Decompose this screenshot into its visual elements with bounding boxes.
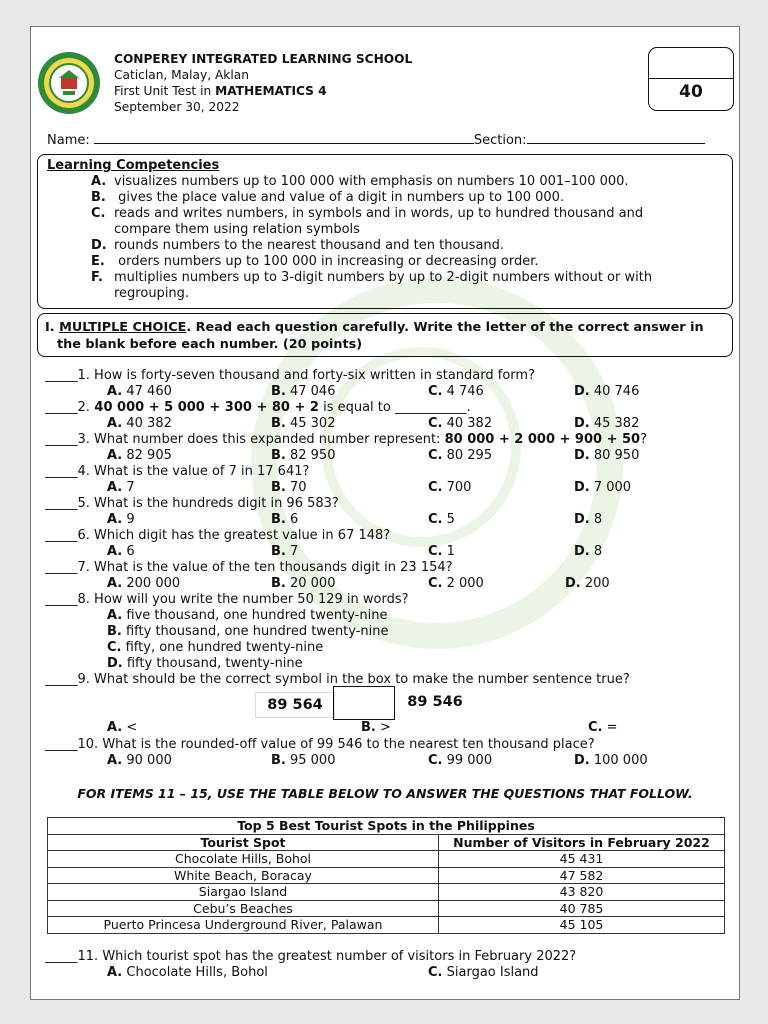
competency-text: visualizes numbers up to 100 000 with emphasis on numbers 10 001–100 000. — [114, 174, 629, 189]
competency-item — [91, 270, 711, 286]
option-a: A. 47 460 — [107, 384, 172, 399]
table-row — [48, 900, 725, 917]
question-1 — [45, 368, 535, 383]
question-text: is equal to ___________. — [318, 400, 471, 415]
competency-continuation: regrouping. — [114, 286, 190, 301]
answer-blank[interactable]: _____ — [45, 496, 78, 511]
answer-blank[interactable]: _____ — [45, 949, 78, 964]
school-address: Caticlan, Malay, Aklan — [114, 68, 249, 82]
competency-item — [91, 174, 711, 190]
answer-blank[interactable]: _____ — [45, 464, 78, 479]
question-number: 4. — [77, 464, 90, 479]
option-b: B. 70 — [271, 480, 307, 495]
competencies-title: Learning Competencies — [47, 158, 220, 173]
tourist-spot-cell: Cebu’s Beaches — [48, 900, 439, 917]
option-a: A. 200 000 — [107, 576, 181, 591]
mc-instruction: I. MULTIPLE CHOICE. Read each question carefully. Write the letter of the correct answer in the blank before each number. (20 points) — [45, 320, 704, 352]
score-divider — [649, 78, 733, 79]
option-d: D. 40 746 — [574, 384, 640, 399]
question-text: What is the value of the ten thousands digit in 23 154? — [89, 560, 453, 575]
option-a: A. < — [107, 720, 138, 735]
option-a: A. 7 — [107, 480, 135, 495]
school-seal-logo — [37, 51, 101, 115]
question-number: 7. — [77, 560, 90, 575]
option-d: D. 100 000 — [574, 753, 648, 768]
option-c: C. 40 382 — [428, 416, 493, 431]
answer-blank[interactable]: _____ — [45, 432, 78, 447]
competency-text: reads and writes numbers, in symbols and in words, up to hundred thousand and — [114, 206, 644, 221]
option-a: A. 90 000 — [107, 753, 172, 768]
compare-answer-box[interactable] — [333, 686, 395, 720]
question-3: _____3. What number does this expanded number represent: 80 000 + 2 000 + 900 + 50? — [45, 432, 648, 447]
answer-blank[interactable]: _____ — [45, 400, 78, 415]
name-section-line — [47, 130, 705, 148]
question-text: Which digit has the greatest value in 67 148? — [89, 528, 391, 543]
question-text: What is the value of 7 in 17 641? — [89, 464, 310, 479]
option-c: C. Siargao Island — [428, 965, 539, 980]
question-text: What should be the correct symbol in the box to make the number sentence true? — [89, 672, 630, 687]
school-name: CONPEREY INTEGRATED LEARNING SCHOOL — [114, 52, 413, 66]
option-d: D. 80 950 — [574, 448, 640, 463]
option-c: C. 700 — [428, 480, 472, 495]
table-title: Top 5 Best Tourist Spots in the Philippines — [48, 818, 725, 835]
section-blank[interactable] — [527, 130, 705, 144]
answer-blank[interactable]: _____ — [45, 528, 78, 543]
option-b: B. 45 302 — [271, 416, 336, 431]
column-header-visitors: Number of Visitors in February 2022 — [439, 834, 725, 851]
option-c: C. 80 295 — [428, 448, 493, 463]
option-b: B. 20 000 — [271, 576, 336, 591]
question-8 — [45, 592, 409, 607]
question-7 — [45, 560, 453, 575]
test-date: September 30, 2022 — [114, 100, 240, 114]
answer-blank[interactable]: _____ — [45, 672, 78, 687]
option-a: A. 40 382 — [107, 416, 172, 431]
question-number: 2. — [77, 400, 90, 415]
competency-letter: C. — [91, 206, 106, 221]
competency-letter: E. — [91, 254, 105, 269]
table-body — [48, 851, 725, 934]
tourist-spots-table — [47, 817, 725, 934]
subject: MATHEMATICS 4 — [215, 84, 327, 98]
option-b: B. 47 046 — [271, 384, 336, 399]
question-2 — [45, 400, 471, 415]
option-d: D. fifty thousand, twenty-nine — [107, 656, 303, 671]
option-c: C. 99 000 — [428, 753, 493, 768]
competency-continuation: compare them using relation symbols — [114, 222, 360, 237]
tourist-spot-cell: Chocolate Hills, Bohol — [48, 851, 439, 868]
competency-text: orders numbers up to 100 000 in increasing or decreasing order. — [114, 254, 539, 269]
option-a: A. Chocolate Hills, Bohol — [107, 965, 268, 980]
question-4 — [45, 464, 309, 479]
visitor-count-cell: 43 820 — [439, 884, 725, 901]
tourist-spot-cell: Siargao Island — [48, 884, 439, 901]
option-b: B. fifty thousand, one hundred twenty-nine — [107, 624, 389, 639]
option-b: B. > — [361, 720, 391, 735]
option-c: C. 4 746 — [428, 384, 484, 399]
competency-text: rounds numbers to the nearest thousand and ten thousand. — [114, 238, 505, 253]
option-d: D. 8 — [574, 544, 603, 559]
question-10 — [45, 737, 595, 752]
score-box — [648, 47, 734, 111]
option-d: D. 7 000 — [574, 480, 632, 495]
option-c: C. fifty, one hundred twenty-nine — [107, 640, 324, 655]
option-a: A. 6 — [107, 544, 135, 559]
competency-letter: B. — [91, 190, 106, 205]
test-page — [30, 26, 740, 1000]
option-a: A. 9 — [107, 512, 135, 527]
visitor-count-cell: 47 582 — [439, 867, 725, 884]
question-9 — [45, 672, 630, 687]
competency-text: gives the place value and value of a digit in numbers up to 100 000. — [114, 190, 565, 205]
visitor-count-cell: 40 785 — [439, 900, 725, 917]
visitor-count-cell: 45 105 — [439, 917, 725, 934]
question-text: Which tourist spot has the greatest number of visitors in February 2022? — [98, 949, 577, 964]
option-d: D. 200 — [565, 576, 610, 591]
table-instruction: FOR ITEMS 11 – 15, USE THE TABLE BELOW TO ANSWER THE QUESTIONS THAT FOLLOW. — [77, 786, 693, 801]
competency-text: multiplies numbers up to 3-digit numbers by up to 2-digit numbers without or with — [114, 270, 653, 285]
question-expression: 80 000 + 2 000 + 900 + 50 — [444, 432, 641, 447]
competency-letter: D. — [91, 238, 107, 253]
test-title: First Unit Test in MATHEMATICS 4 — [114, 84, 327, 98]
question-6 — [45, 528, 390, 543]
compare-right-number: 89 546 — [407, 694, 463, 710]
school-header — [114, 51, 412, 115]
tourist-spot-cell: Puerto Princesa Underground River, Palawan — [48, 917, 439, 934]
table-row — [48, 851, 725, 868]
visitor-count-cell: 45 431 — [439, 851, 725, 868]
option-c: C. 1 — [428, 544, 455, 559]
question-number: 9. — [77, 672, 90, 687]
mc-heading: MULTIPLE CHOICE — [59, 320, 187, 335]
answer-blank[interactable]: _____ — [45, 560, 78, 575]
section-label: Section: — [473, 133, 527, 148]
competency-item — [91, 206, 711, 222]
option-c: C. 5 — [428, 512, 455, 527]
question-expression: 40 000 + 5 000 + 300 + 80 + 2 — [89, 400, 319, 415]
competency-letter: F. — [91, 270, 103, 285]
competency-item — [91, 238, 711, 254]
question-text: How will you write the number 50 129 in words? — [89, 592, 409, 607]
option-b: B. 6 — [271, 512, 299, 527]
question-number: 3. — [77, 432, 90, 447]
question-number: 5. — [77, 496, 90, 511]
answer-blank[interactable]: _____ — [45, 592, 78, 607]
option-c: C. = — [588, 720, 618, 735]
question-number: 11. — [77, 949, 99, 964]
tourist-spot-cell: White Beach, Boracay — [48, 867, 439, 884]
option-a: A. five thousand, one hundred twenty-nine — [107, 608, 388, 623]
question-number: 6. — [77, 528, 90, 543]
question-text: What number does this expanded number represent: — [89, 432, 445, 447]
option-d: D. 45 382 — [574, 416, 640, 431]
answer-blank[interactable]: _____ — [45, 368, 78, 383]
table-row — [48, 867, 725, 884]
question-number: 10. — [77, 737, 99, 752]
option-b: B. 7 — [271, 544, 299, 559]
question-number: 8. — [77, 592, 90, 607]
competency-item — [91, 254, 711, 270]
option-a: A. 82 905 — [107, 448, 172, 463]
question-text: What is the hundreds digit in 96 583? — [89, 496, 339, 511]
question-5 — [45, 496, 339, 511]
table-row — [48, 884, 725, 901]
question-text: What is the rounded-off value of 99 546 to the nearest ten thousand place? — [98, 737, 595, 752]
option-b: B. 82 950 — [271, 448, 336, 463]
question-number: 1. — [77, 368, 90, 383]
compare-left-number: 89 564 — [255, 692, 335, 718]
table-row — [48, 917, 725, 934]
competency-item — [91, 190, 711, 206]
total-score: 40 — [679, 82, 703, 102]
column-header-spot: Tourist Spot — [48, 834, 439, 851]
option-b: B. 95 000 — [271, 753, 336, 768]
option-c: C. 2 000 — [428, 576, 484, 591]
question-text: How is forty-seven thousand and forty-six written in standard form? — [89, 368, 535, 383]
name-label: Name: — [47, 133, 90, 148]
competency-letter: A. — [91, 174, 107, 189]
answer-blank[interactable]: _____ — [45, 737, 78, 752]
question-11-text-line — [45, 949, 576, 964]
option-d: D. 8 — [574, 512, 603, 527]
name-blank[interactable] — [94, 130, 474, 144]
